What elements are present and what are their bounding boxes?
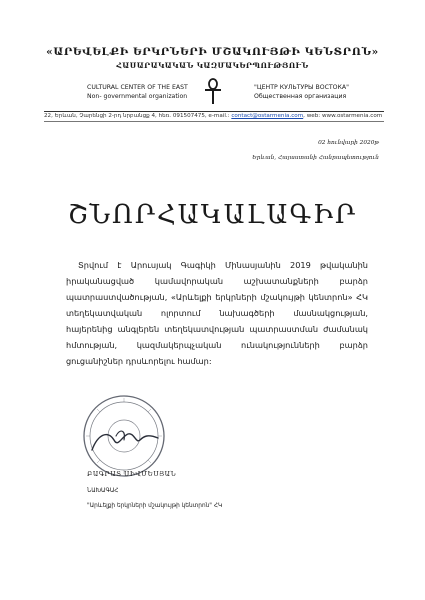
english-org-name: CULTURAL CENTER OF THE EAST [87, 84, 188, 91]
signer-name: ԲԱԳՐԱՏ ՍԻՎՄԵՍՅԱՆ [87, 470, 177, 478]
signer-role: ՆԱԽԱԳԱՀ [87, 488, 119, 494]
russian-org-type: Общественная организация [254, 93, 347, 100]
signer-organization: "Արևելքի երկրների մշակույթի կենտրոն" ՀԿ [87, 503, 223, 509]
official-stamp-with-signature [78, 390, 170, 482]
header-divider [44, 111, 384, 112]
document-heading: ՇՆՈՐՀԱԿԱԼԱԳԻՐ [67, 200, 358, 230]
ankh-logo-icon [202, 78, 224, 104]
organization-title: «ԱՐԵՎԵԼՔԻ ԵՐԿՐՆԵՐԻ ՄՇԱԿՈՒՅԹԻ ԿԵՆՏՐՈՆ» [46, 46, 379, 58]
letter-place: Երևան, Հայաստանի Հանրապետություն [252, 155, 379, 161]
website-text: , web: www.ostarmenia.com [303, 113, 383, 119]
email-link[interactable]: contact@ostarmenia.com [231, 113, 304, 119]
address-text: 22, Երևան, Չարենցի 2-րդ նրբանցք 4, հեռ. 091507475, e-mail.: [44, 113, 230, 119]
organization-subtitle: ՀԱՍԱՐԱԿԱԿԱՆ ԿԱԶՄԱԿԵՐՊՈՒԹՅՈՒՆ [116, 61, 309, 70]
certificate-body: Տրվում է Արուսյակ Գագիկի Մինասյանին 2019 թվականին իրականացված կամավորական աշխատանքների բարձր պատրաստվածության, «Արևելքի երկրների մշակույթի կենտրոն» ՀԿ տեղեկատվական ոլորտում նախագծերի մասնակցության, հայերենից անգլերեն տեղեկատվության պատրաստման ժամանակ հմտության, կազմակերպչական ունակությունների բարձր ցուցանիշներ դրսևորելու համար: [66, 260, 368, 366]
russian-org-name: "ЦЕНТР КУЛЬТУРЫ ВОСТОКА" [254, 84, 350, 91]
english-org-type: Non- governmental organization [87, 93, 188, 100]
contact-line [44, 113, 384, 119]
letter-date: 02 հունվարի 2020թ [318, 140, 379, 146]
contact-divider [44, 121, 384, 122]
